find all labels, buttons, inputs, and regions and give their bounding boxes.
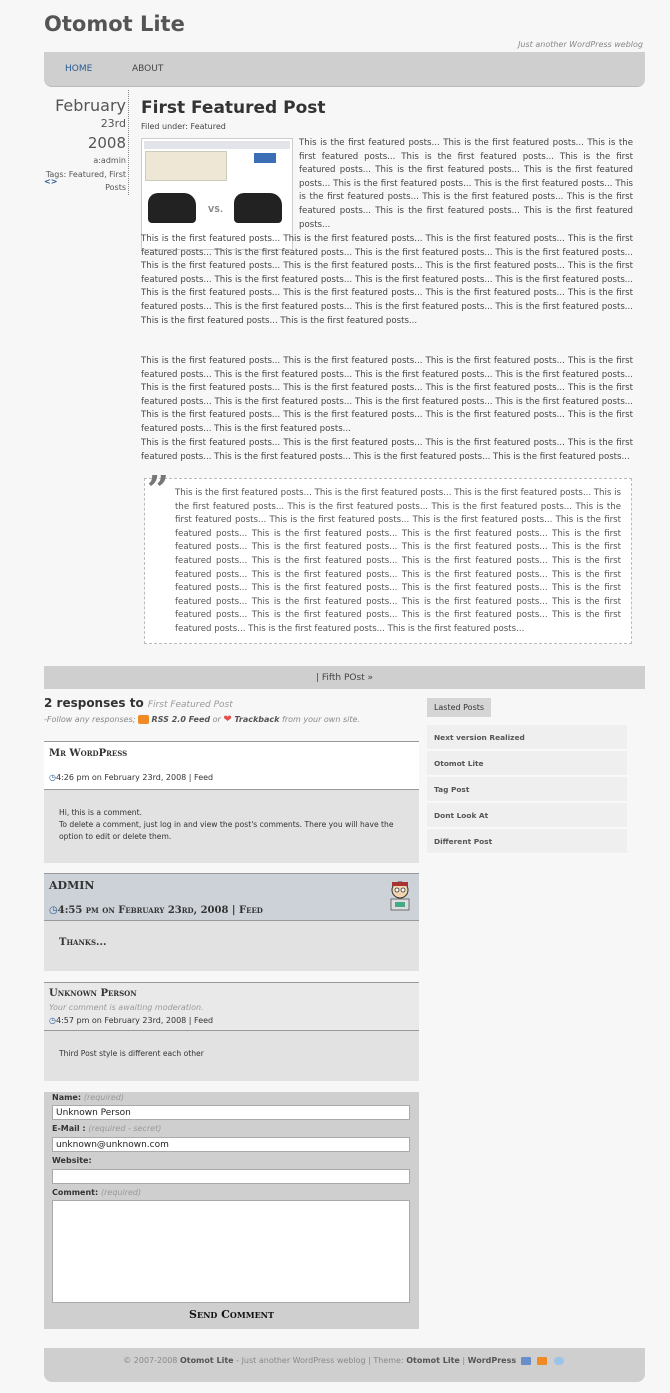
post-month: February (55, 96, 126, 115)
footer-theme-link[interactable]: Otomot Lite (406, 1356, 460, 1365)
sidebar-item-different-post[interactable]: Different Post (427, 829, 627, 854)
post-tags[interactable]: Tags: Featured, First Posts (45, 170, 126, 192)
rss-icon[interactable] (537, 1357, 547, 1365)
name-label (52, 1093, 124, 1102)
sidebar-item-next-version[interactable]: Next version Realized (427, 725, 627, 750)
comment-text: Thanks... (59, 937, 107, 948)
name-required: (required) (83, 1093, 124, 1102)
email-label-text: E-Mail : (52, 1124, 86, 1133)
main-nav (44, 52, 645, 87)
follow-suffix: from your own site. (282, 715, 360, 724)
rss-icon[interactable] (138, 715, 149, 724)
comment-text: Hi, this is a comment. (59, 808, 142, 817)
avatar (383, 878, 417, 912)
post-paragraph-2: This is the first featured posts... This is the first featured posts... This is the first featured posts... This is the first featured posts... This is the first featured posts... This is the first featured posts... This is the first featured posts... This is the first featured posts... This is the first featured posts... This is the first featured posts... This is the first featured posts... This is the first featured posts... This is the first featured posts... This is the first featured posts... This is the first featured posts... This is the first featured posts... This is the first featured posts... This is the first featured posts... This is the first featured posts... This is the first featured posts... This is the first featured posts... This is the first featured posts... This is the first featured posts... (141, 234, 633, 326)
sidebar-item-dont-look-at[interactable]: Dont Look At (427, 803, 627, 828)
website-field[interactable] (52, 1169, 410, 1184)
follow-prefix: -Follow any responses; (44, 715, 136, 724)
comment-3-body (44, 1030, 419, 1081)
tagline: Just another WordPress weblog (518, 40, 643, 49)
email-required: (required - secret) (88, 1124, 162, 1133)
comment-label-text: Comment: (52, 1188, 99, 1197)
thumb-screenshot (145, 151, 227, 181)
footer-copyright: © 2007-2008 (123, 1356, 178, 1365)
footer-site-link[interactable]: Otomot Lite (179, 1356, 234, 1365)
nav-home[interactable]: HOME (65, 64, 93, 74)
sidebar-item-otomot-lite[interactable]: Otomot Lite (427, 751, 627, 776)
moderation-note: Your comment is awaiting moderation. (49, 1003, 204, 1012)
sidebar-title: Lasted Posts (427, 698, 491, 717)
comment-3-header (44, 982, 419, 1031)
comment-author[interactable]: Mr WordPress (49, 748, 128, 759)
quote-text: This is the first featured posts... This is the first featured posts... This is the first featured posts... This is the first featured posts... This is the first featured posts... This is the first featured posts... This is the first featured posts... This is the first featured posts... This is the first featured posts... This is the first featured posts... This is the first featured posts... This is the first featured posts... This is the first featured posts... This is the first featured posts... This is the first featured posts... This is the first featured posts... This is the first featured posts... This is the first featured posts... This is the first featured posts... This is the first featured posts... This is the first featured posts... This is the first featured posts... This is the first featured posts... This is the first featured posts... This is the first featured posts... This is the first featured posts... This is the first featured posts... This is the first featured posts... This is the first featured posts... This is the first featured posts... This is the first featured posts... This is the first featured posts... This is the first featured posts... (175, 488, 621, 634)
comment-2-body (44, 920, 419, 971)
next-post-link[interactable]: | Fifth POst » (315, 673, 374, 683)
post-title[interactable]: First Featured Post (141, 98, 326, 118)
comment-meta (49, 1016, 213, 1025)
trackback-link[interactable]: Trackback (234, 715, 280, 724)
post-category[interactable]: Filed under: Featured (141, 122, 226, 131)
comment-meta-text[interactable]: 4:55 pm on February 23rd, 2008 | Feed (57, 905, 263, 916)
name-label-text: Name: (52, 1093, 82, 1102)
comment-meta-text[interactable]: 4:26 pm on February 23rd, 2008 | Feed (55, 773, 214, 782)
footer-middle-text: - Just another WordPress weblog | Theme: (236, 1356, 404, 1365)
comment-meta (49, 773, 213, 782)
comment-required: (required) (100, 1188, 142, 1197)
chat-icon[interactable] (554, 1357, 564, 1365)
comment-1-header (44, 741, 419, 790)
comment-textarea[interactable] (52, 1200, 410, 1303)
thumb-button (254, 153, 276, 163)
quote-icon: ” (147, 467, 169, 512)
code-icon: <> (44, 177, 58, 186)
blockquote (144, 467, 632, 644)
website-label: Website: (52, 1156, 92, 1165)
post-paragraph-1: This is the first featured posts... This is the first featured posts... This is the first featured posts... This is the first featured posts... This is the first featured posts... This is the first featured posts... This is the first featured posts... This is the first featured posts... This is the first featured posts... This is the first featured posts... This is the first featured posts... This is the first featured posts... This is the first featured posts... This is the first featured posts... (299, 138, 633, 230)
comment-text: To delete a comment, just log in and view the post's comments. There you will have the option to edit or delete them. (59, 820, 394, 841)
post-paragraph-4: This is the first featured posts... This is the first featured posts... This is the first featured posts... This is the first featured posts... This is the first featured posts... This is the first featured posts... This is the first featured posts... (141, 438, 633, 462)
comment-text: Third Post style is different each other (59, 1049, 204, 1058)
post-day: 23rd (100, 117, 126, 130)
follow-responses (44, 714, 360, 725)
comment-1-body (44, 789, 419, 863)
comment-label (52, 1188, 141, 1197)
comment-meta-text[interactable]: 4:57 pm on February 23rd, 2008 | Feed (55, 1016, 214, 1025)
car-image-right (234, 193, 282, 223)
comment-meta (49, 905, 263, 916)
post-navigation (44, 666, 645, 689)
car-image-left (148, 193, 196, 223)
name-field[interactable] (52, 1105, 410, 1120)
sidebar-item-tag-post[interactable]: Tag Post (427, 777, 627, 802)
send-comment-button[interactable]: Send Comment (44, 1308, 419, 1321)
clock-icon: ◷ (49, 905, 58, 916)
rss-feed-link[interactable]: RSS 2.0 Feed (151, 715, 211, 724)
footer-separator: | (462, 1356, 466, 1365)
comment-form (44, 1092, 419, 1329)
email-label (52, 1124, 161, 1133)
footer (44, 1348, 645, 1382)
email-icon[interactable] (521, 1357, 531, 1365)
post-paragraph-3: This is the first featured posts... This is the first featured posts... This is the first featured posts... This is the first featured posts... This is the first featured posts... This is the first featured posts... This is the first featured posts... This is the first featured posts... This is the first featured posts... This is the first featured posts... This is the first featured posts... This is the first featured posts... This is the first featured posts... This is the first featured posts... This is the first featured posts... This is the first featured posts... This is the first featured posts... This is the first featured posts... This is the first featured posts... (141, 356, 633, 434)
date-divider (128, 90, 129, 195)
nav-about[interactable]: ABOUT (132, 64, 164, 74)
follow-or: or (212, 715, 221, 724)
comment-author[interactable]: ADMIN (49, 879, 95, 892)
footer-wordpress-link[interactable]: WordPress (467, 1356, 517, 1365)
post-year: 2008 (87, 134, 126, 152)
comment-author[interactable]: Unknown Person (49, 988, 137, 999)
responses-heading (44, 696, 233, 710)
trackback-icon[interactable]: ❤ (223, 714, 232, 725)
thumb-toolbar (144, 141, 290, 149)
comment-2-header (44, 873, 419, 921)
post-author[interactable]: a:admin (93, 156, 126, 165)
responses-count: 2 responses to (44, 696, 144, 710)
site-title[interactable]: Otomot Lite (44, 12, 185, 36)
clock-icon: ◷ (49, 773, 56, 782)
vs-label: VS. (208, 205, 223, 214)
responses-post-name: First Featured Post (147, 700, 233, 710)
clock-icon: ◷ (49, 1016, 56, 1025)
email-field[interactable] (52, 1137, 410, 1152)
